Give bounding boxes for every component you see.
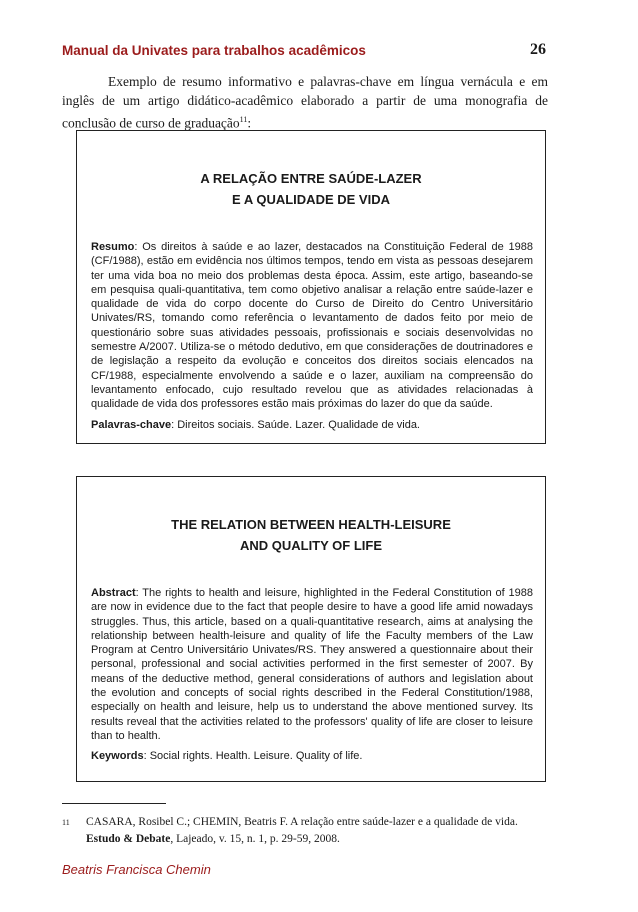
- portuguese-abstract-box: [76, 130, 546, 444]
- palavras-chave-label: Palavras-chave: [91, 418, 172, 431]
- keywords-paragraph: [77, 749, 545, 763]
- footer-author: Beatris Francisca Chemin: [62, 862, 211, 877]
- footnote-reference[interactable]: 11: [239, 115, 248, 124]
- footnote-text-after: , Lajeado, v. 15, n. 1, p. 29-59, 2008.: [170, 833, 340, 845]
- footnote-text-before: CASARA, Rosibel C.; CHEMIN, Beatris F. A relação entre saúde-lazer e a qualidade de vida.: [86, 816, 518, 828]
- abstract-text: : The rights to health and leisure, highlighted in the Federal Constitution of 1988 are now in evidence due to the fact that people desire to have a good life amid nowadays struggles. Thus, this article, based on a quali-quantitative research, aims at analysing the relationship between health-leisure and quality of life the Faculty members of the Law Program at Centro Universitário Univates/RS. They answered a questionnaire about their personal, professional and social activities performed in the first semester of 2007. By means of the deductive method, general considerations of authors and legislation about the evolution and concepts of social rights described in the Federal Constitution/1988, especially on health and leisure, help us to understand the above mentioned survey. Its results reveal that the activities related to the professors' quality of life are closer to leisure than to health.: [91, 587, 533, 742]
- keywords-text: : Social rights. Health. Leisure. Quality of life.: [143, 750, 363, 763]
- footnote-journal: Estudo & Debate: [86, 833, 171, 845]
- portuguese-title: [77, 131, 545, 210]
- keywords-label: Keywords: [91, 750, 144, 763]
- resumo-label: Resumo: [91, 241, 135, 253]
- palavras-chave-paragraph: [77, 418, 545, 432]
- portuguese-title-line-2: E A QUALIDADE DE VIDA: [232, 192, 390, 207]
- palavras-chave-text: : Direitos sociais. Saúde. Lazer. Qualidade de vida.: [171, 418, 420, 431]
- english-title-line-1: THE RELATION BETWEEN HEALTH-LEISURE: [171, 517, 451, 532]
- intro-text: Exemplo de resumo informativo e palavras-chave em língua vernácula e em inglês de um artigo didático-acadêmico elaborado a partir de uma monografia de conclusão de curso de graduação: [62, 74, 548, 131]
- english-title: [77, 477, 545, 556]
- page-number: 26: [530, 41, 546, 58]
- resumo-text: : Os direitos à saúde e ao lazer, destacados na Constituição Federal de 1988 (CF/1988), estão em evidência nos últimos tempos, tendo em vista as pessoas desejarem ter uma vida boa no meio dos problemas desta época. Assim, este artigo, baseando-se em pesquisa quali-quantitativa, tem como objetivo analisar a relação entre saúde-lazer e qualidade de vida do corpo docente do Curso de Direito do Centro Universitário Univates/RS, tomando como referência o levantamento de dados feito por meio de questionário sobre suas atividades pessoais, profissionais e sociais desenvolvidas no semestre A/2007. Utiliza-se o método dedutivo, em que considerações de doutrinadores e de legislação a respeito da evolução e conceitos dos direitos sociais elencados na CF/1988, especialmente envolvendo a saúde e o lazer, auxiliam na compreensão do levantamento enfocado, cujo resultado revelou que as atividades relacionadas à qualidade de vida dos professores estão mais próximas do lazer do que da saúde.: [91, 241, 533, 411]
- resumo-paragraph: [77, 240, 545, 412]
- english-title-line-2: AND QUALITY OF LIFE: [239, 538, 383, 553]
- running-header-title: Manual da Univates para trabalhos acadêmicos: [62, 43, 366, 58]
- footnote: [62, 814, 548, 848]
- english-abstract-box: [76, 476, 546, 782]
- portuguese-title-line-1: A RELAÇÃO ENTRE SAÚDE-LAZER: [200, 171, 422, 186]
- intro-suffix: :: [247, 115, 252, 131]
- footnote-number: 11: [62, 818, 70, 827]
- intro-paragraph: [62, 72, 548, 133]
- abstract-label: Abstract: [91, 587, 136, 599]
- abstract-paragraph: [77, 586, 545, 743]
- footnote-divider: [62, 803, 166, 804]
